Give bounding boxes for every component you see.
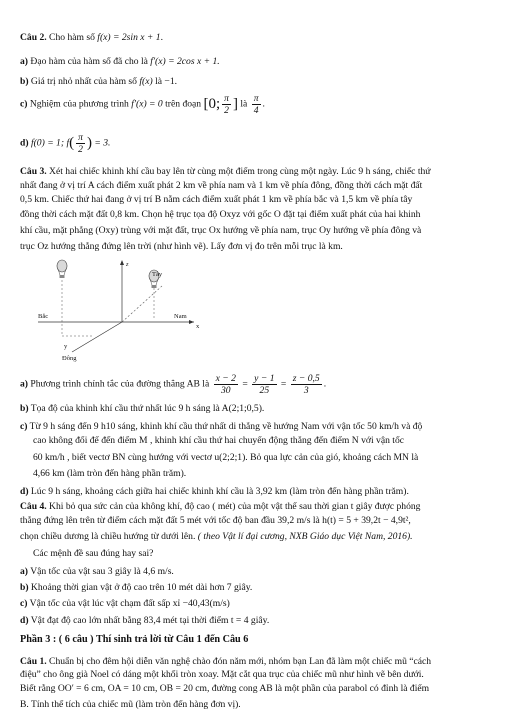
y-axis — [72, 322, 122, 352]
cau4-statement-c: c) Vận tốc của vật lúc vật chạm đất sấp xỉ −40,43(m/s) — [20, 598, 230, 609]
cau4-title: Câu 4. — [20, 501, 47, 512]
cau1-question-line: Câu 1. Chuẩn bị cho đêm hội diễn văn nghệ chào đón năm mới, nhóm bạn Lan đã làm một chiếc mũ “cách — [20, 656, 432, 667]
z-arrow-icon — [120, 260, 124, 265]
cau3-question-line: đồng thời cách mặt đất 0,8 km. Chọn hệ trục tọa độ Oxyz với gốc O đặt tại điểm xuất phát của hai khinh — [20, 209, 421, 220]
cau2-statement-a: a) Đạo hàm của hàm số đã cho là f′(x) = 2cos x + 1. — [20, 56, 220, 67]
cau3-question-line: 0,5 km. Chiếc thứ hai đang ở vị trí B nằm cách điểm xuất phát 1 km về phía bắc và 1,5 km về phía tây — [20, 194, 413, 205]
cau3-question-line: Câu 3. Xét hai chiếc khinh khí cầu bay lên từ cùng một điểm trong cùng một ngày. Lúc 9 h sáng, chiếc thứ — [20, 166, 431, 177]
pi-over-2-fraction: $\frac{\pi}{2}$ — [78, 132, 83, 156]
balloon-axes-figure — [34, 256, 209, 364]
cau2-statement-d: d) f(0) = 1; f( $\frac{\pi}{2}$ ) = 3. — [20, 132, 111, 156]
cau4-question-line: Câu 4. Khi bỏ qua sức cản của không khí, độ cao ( mét) của một vật thể sau thời gian t giây được phóng — [20, 501, 421, 512]
x-axis-label: x — [196, 323, 200, 330]
cau2-title: Câu 2. — [20, 32, 47, 43]
cau1-question-line: B. Tính thể tích của chiếc mũ (làm tròn đến hàng đơn vị). — [20, 699, 241, 710]
line-eq-fraction-z: $\frac{z - 0,5}{3}$ — [292, 373, 320, 397]
cau3-question-line: trục Oz hướng thẳng đứng lên trời (như hình vẽ). Lấy đơn vị đo trên mỗi trục là km. — [20, 241, 343, 252]
cau3-question-line: nhất đang ở vị trí A cách điểm xuất phát 2 km về phía nam và 1 km về phía đông, đồng thời cách mặt đất — [20, 180, 423, 191]
balloon-a-icon — [57, 260, 67, 278]
cau3-statement-c-line: cao không đổi để đến điểm M , khinh khí cầu thứ hai chuyển động thẳng đến điểm N với vận tốc — [33, 435, 405, 446]
cau4-statement-a: a) Vận tốc của vật sau 3 giây là 4,6 m/s. — [20, 566, 174, 577]
cau4-question-line: thẳng đứng lên trên từ điểm cách mặt đất 5 mét với tốc độ ban đầu 39,2 m/s là h(t) = 5 + 39,2t − 4,9t², — [20, 515, 411, 526]
cau3-statement-a: a) Phương trình chính tắc của đường thẳng AB là $\frac{x - 2}{30}$ = $\frac{y - 1}{25}$ = $\frac{z - 0,5}{3}$ . — [20, 373, 327, 397]
west-direction — [122, 286, 162, 322]
cau2-function: f(x) = 2sin x + 1 — [97, 32, 161, 43]
cau2-statement-c: c) Nghiệm của phương trình f′(x) = 0 trên đoạn [0; $\frac{\pi}{2}$ ] là $\frac{\pi}{4}$ . — [20, 93, 265, 117]
label-nam: Nam — [174, 313, 187, 320]
line-eq-fraction-x: $\frac{x - 2}{30}$ — [215, 373, 236, 397]
cau3-statement-c: c) Từ 9 h sáng đến 9 h10 sáng, khinh khí cầu thứ nhất di thẳng về hướng Nam với vận tốc 50 km/h và độ — [20, 421, 423, 432]
label-bac: Bắc — [38, 313, 49, 320]
cau3-statement-d: d) Lúc 9 h sáng, khoảng cách giữa hai chiếc khinh khí cầu là 3,92 km (làm tròn đến hàng phần trăm). — [20, 486, 409, 497]
label-tay: Tây — [152, 271, 163, 278]
cau3-statement-c-line: 4,66 km (làm tròn đến hàng phần trăm). — [33, 468, 187, 479]
cau3-statement-b: b) Tọa độ của khinh khí cầu thứ nhất lúc 9 h sáng là A(2;1;0,5). — [20, 403, 265, 414]
cau1-title: Câu 1. — [20, 656, 47, 667]
cau4-question-line: chọn chiều dương là chiều hướng từ dưới lên. ( theo Vật lí đại cương, NXB Giáo dục Việt Nam, 2016). — [20, 531, 413, 542]
cau2-statement-b: b) Giá trị nhỏ nhất của hàm số f(x) là −1. — [20, 76, 178, 87]
cau3-title: Câu 3. — [20, 166, 47, 177]
cau4-statement-b: b) Khoảng thời gian vật ở độ cao trên 10 mét dài hơn 7 giây. — [20, 582, 253, 593]
cau4-statement-d: d) Vật đạt độ cao lớn nhất bằng 83,4 mét tại thời điểm t = 4 giây. — [20, 615, 270, 626]
cau1-question-line: điệu” cho ông già Noel có dáng một khối tròn xoay. Mặt cắt qua trục của chiếc mũ như hình vẽ bên dưới. — [20, 669, 424, 680]
x-arrow-icon — [189, 320, 194, 324]
pi-over-4-fraction: $\frac{\pi}{4}$ — [253, 93, 259, 117]
cau1-question-line: Biết rằng OO′ = 6 cm, OA = 10 cm, OB = 20 cm, đường cong AB là một phần của parabol có đỉnh là điểm — [20, 683, 430, 694]
cau2-question: Câu 2. Cho hàm số f(x) = 2sin x + 1. — [20, 32, 164, 43]
pi-over-2-fraction: $\frac{\pi}{2}$ — [224, 93, 229, 117]
cau4-prompt: Các mệnh đề sau đúng hay sai? — [33, 548, 154, 559]
cau3-question-line: khí cầu, mặt phẳng (Oxy) trùng với mặt đất, trục Ox hướng về phía nam, trục Oy hướng về phía đông và — [20, 225, 422, 236]
y-axis-label: y — [64, 343, 68, 350]
cau3-statement-c-line: 60 km/h , biết vectơ BN cùng hướng với vectơ u(2;2;1). Bỏ qua lực cản của gió, khoảng cách MN là — [33, 452, 419, 463]
line-eq-fraction-y: $\frac{y - 1}{25}$ — [254, 373, 275, 397]
section-heading-phan3: Phần 3 : ( 6 câu ) Thí sinh trả lời từ Câu 1 đến Câu 6 — [20, 634, 249, 645]
z-axis-label: z — [126, 261, 129, 268]
label-dong: Đông — [62, 355, 77, 362]
axes-diagram — [34, 256, 209, 364]
